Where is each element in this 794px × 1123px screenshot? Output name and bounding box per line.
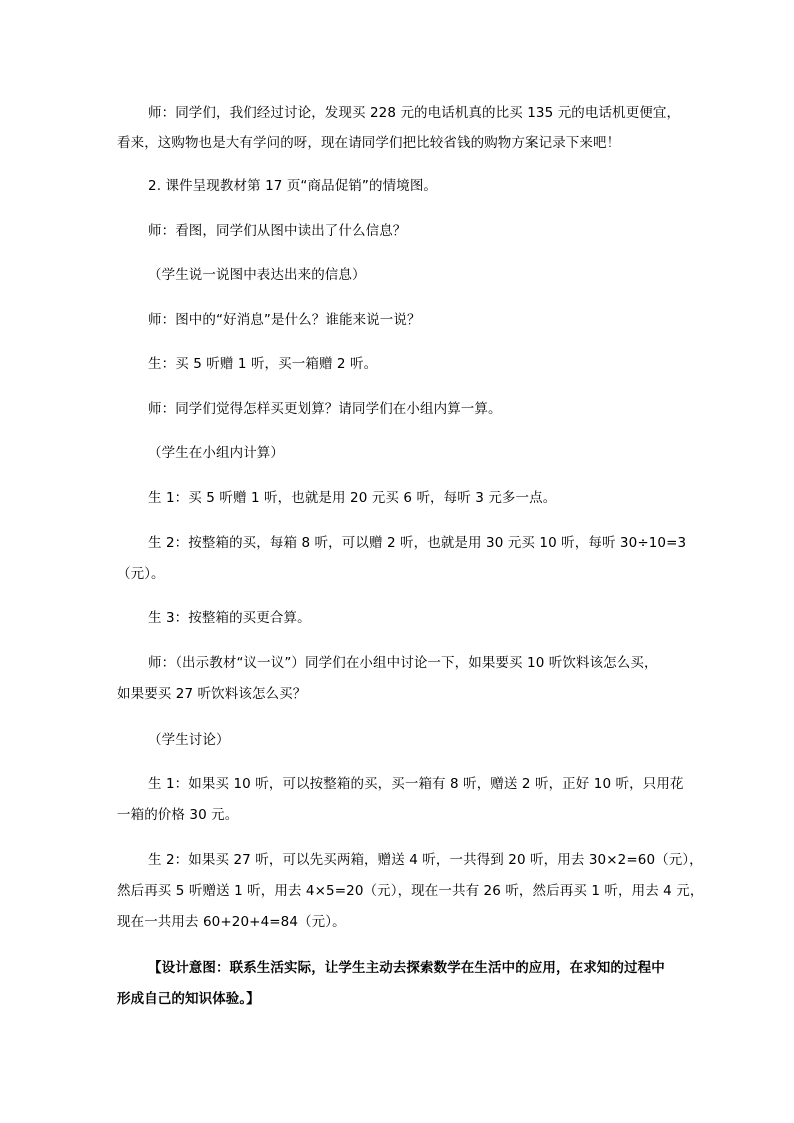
paragraph-line: 生：买 5 听赠 1 听，买一箱赠 2 听。 — [148, 356, 378, 372]
paragraph-line: 如果要买 27 听饮料该怎么买？ — [117, 686, 307, 702]
paragraph-line: （学生在小组内计算） — [148, 445, 284, 461]
paragraph-line: 一箱的价格 30 元。 — [117, 807, 239, 823]
design-intent-line: 【设计意图：联系生活实际，让学生主动去探索数学在生活中的应用，在求知的过程中 — [148, 960, 665, 976]
paragraph-line: 现在一共用去 60+20+4=84（元）。 — [117, 914, 346, 930]
paragraph-line: 师：同学们，我们经过讨论，发现买 228 元的电话机真的比买 135 元的电话机更便宜， — [148, 105, 681, 121]
paragraph-line: （学生说一说图中表达出来的信息） — [148, 267, 366, 283]
paragraph-line: 师：图中的“好消息”是什么？谁能来说一说？ — [148, 312, 421, 328]
paragraph-line: 看来，这购物也是大有学问的呀，现在请同学们把比较省钱的购物方案记录下来吧！ — [117, 135, 621, 151]
paragraph-line: （学生讨论） — [148, 732, 230, 748]
paragraph-line: 生 1：买 5 听赠 1 听，也就是用 20 元买 6 听，每听 3 元多一点。 — [148, 490, 557, 506]
paragraph-line: 生 1：如果买 10 听，可以按整箱的买，买一箱有 8 听，赠送 2 听，正好 10 听，只用花 — [148, 776, 684, 792]
paragraph-line: （元）。 — [117, 566, 165, 582]
paragraph-line: 师：（出示教材“议一议”）同学们在小组中讨论一下，如果要买 10 听饮料该怎么买， — [148, 655, 658, 671]
paragraph-line: 生 2：按整箱的买，每箱 8 听，可以赠 2 听，也就是用 30 元买 10 听，每听 30÷10=3 — [148, 535, 687, 551]
paragraph-line: 生 3：按整箱的买更合算。 — [148, 610, 311, 626]
paragraph-line: 师：同学们觉得怎样买更划算？请同学们在小组内算一算。 — [148, 401, 502, 417]
paragraph-line: 2. 课件呈现教材第 17 页“商品促销”的情境图。 — [148, 178, 438, 194]
design-intent-line: 形成自己的知识体验。】 — [117, 991, 260, 1007]
paragraph-line: 生 2：如果买 27 听，可以先买两箱，赠送 4 听，一共得到 20 听，用去 30×2=60（元）， — [148, 852, 703, 868]
paragraph-line: 师：看图，同学们从图中读出了什么信息？ — [148, 223, 407, 239]
paragraph-line: 然后再买 5 听赠送 1 听，用去 4×5=20（元），现在一共有 26 听，然后再买 1 听，用去 4 元， — [117, 883, 704, 899]
